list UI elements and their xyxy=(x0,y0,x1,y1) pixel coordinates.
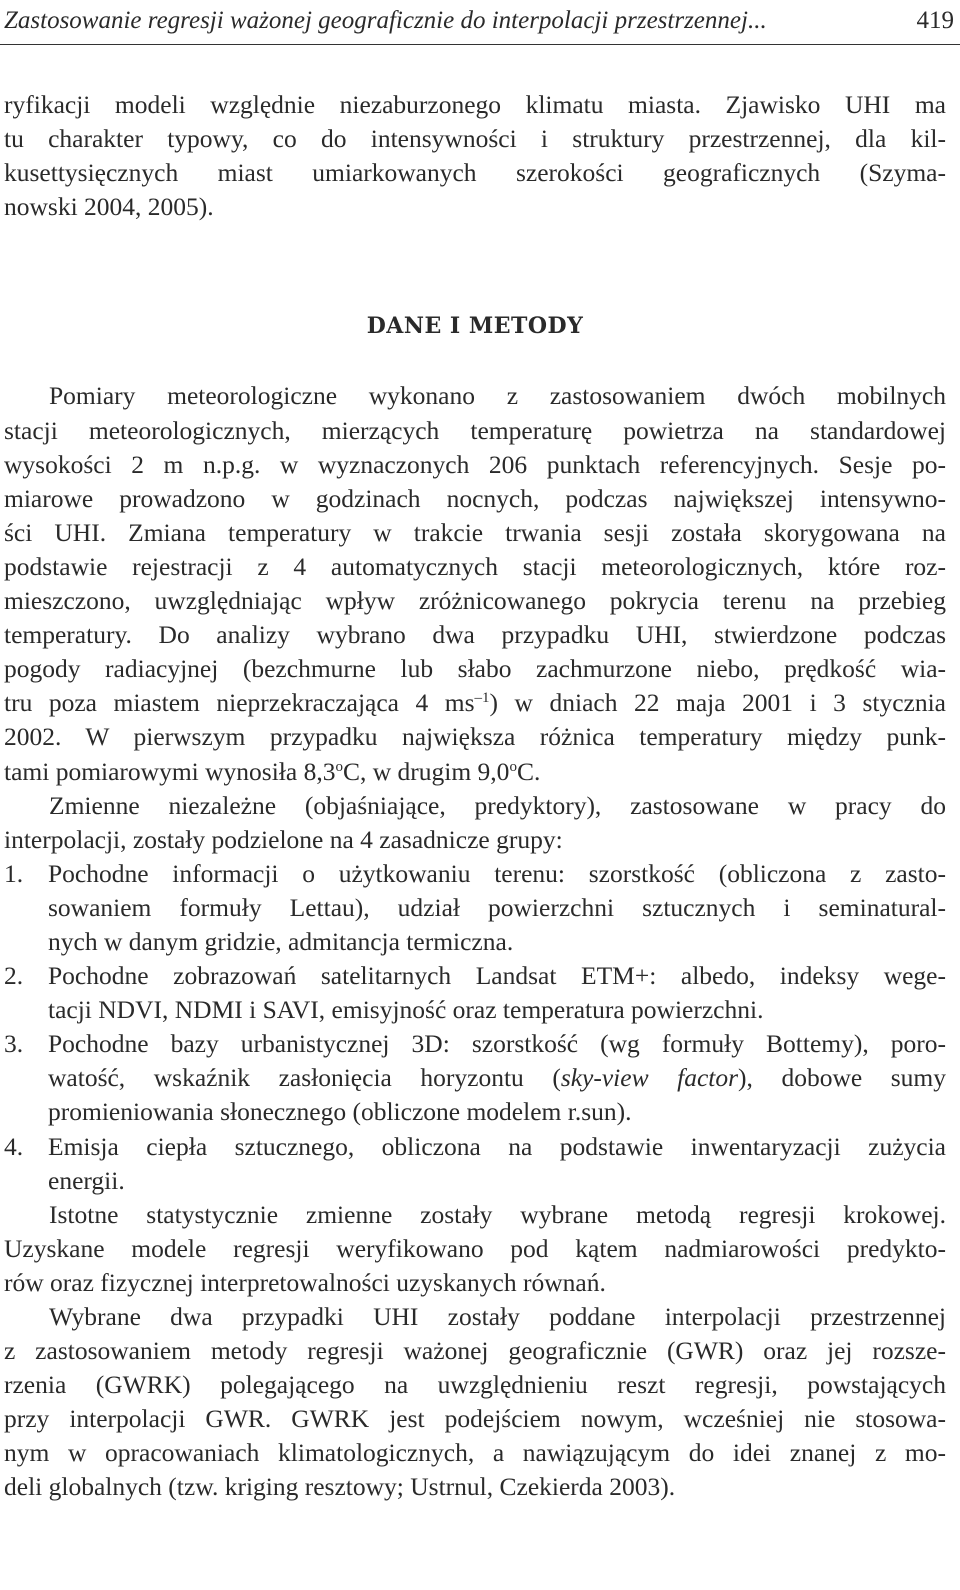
italic-term: sky-view factor xyxy=(560,1063,739,1093)
list-item-line: nych w danym gridzie, admitancja termiczna. xyxy=(48,926,514,956)
exponent: –1 xyxy=(474,690,490,707)
text-line: mieszczono, uwzględniając wpływ zróżnicowanego pokrycia terenu na przebieg xyxy=(4,586,946,616)
text-line: ryfikacji modeli względnie niezaburzonego klimatu miasta. Zjawisko UHI ma xyxy=(4,90,946,119)
text-span: tru poza miastem nieprzekraczająca 4 ms xyxy=(4,688,475,718)
text-line: pogody radiacyjnej (bezchmurne lub słabo zachmurzone niebo, prędkość wia- xyxy=(4,654,946,684)
gwr-paragraph xyxy=(4,1300,946,1505)
text-span: watość, wskaźnik zasłonięcia horyzontu ( xyxy=(48,1063,561,1093)
text-line: nym w opracowaniach klimatologicznych, a nawiązującym do idei znanej z mo- xyxy=(4,1438,946,1468)
text-span: Emisja ciepła sztucznego, obliczona na podstawie inwentaryzacji zużycia xyxy=(48,1131,946,1161)
intro-paragraph xyxy=(4,88,946,224)
text-line: stacji meteorologicznych, mierzących temperaturę powietrza na standardowej xyxy=(4,415,946,445)
text-span: ) w dniach 22 maja 2001 i 3 stycznia xyxy=(489,688,946,718)
list-item xyxy=(4,857,946,959)
text-line: nowski 2004, 2005). xyxy=(4,192,214,222)
text-line: rzenia (GWRK) polegającego na uwzględnieniu reszt regresji, powstających xyxy=(4,1370,946,1400)
text-line: Wybrane dwa przypadki UHI zostały poddane interpolacji przestrzennej xyxy=(49,1302,946,1331)
list-item xyxy=(4,959,946,1027)
predictor-list xyxy=(4,857,946,1198)
running-header xyxy=(4,6,954,36)
text-span: C. xyxy=(516,756,541,786)
text-line: interpolacji, zostały podzielone na 4 zasadnicze grupy: xyxy=(4,824,563,854)
list-item xyxy=(4,1130,946,1198)
list-item-line xyxy=(4,1027,946,1061)
section-heading: DANE I METODY xyxy=(366,313,584,340)
text-line: podstawie rejestracji z 4 automatycznych stacji meteorologicznych, które roz- xyxy=(4,551,946,581)
text-span: Pochodne zobrazowań satelitarnych Landsat ETM+: albedo, indeksy wege- xyxy=(48,961,946,991)
list-item-line: tacji NDVI, NDMI i SAVI, emisyjność oraz temperatura powierzchni. xyxy=(48,995,764,1025)
header-rule xyxy=(0,44,960,45)
text-line: temperatury. Do analizy wybrano dwa przypadku UHI, stwierdzone podczas xyxy=(4,620,946,650)
text-span: Pochodne bazy urbanistycznej 3D: szorstkość (wg formuły Bottemy), poro- xyxy=(48,1029,946,1059)
degree-sign: o xyxy=(509,758,517,775)
list-item-line xyxy=(4,1130,946,1164)
predictors-paragraph xyxy=(4,789,946,857)
text-span: ), dobowe sumy xyxy=(738,1063,946,1093)
text-line: tu charakter typowy, co do intensywności i struktury przestrzennej, dla kil- xyxy=(4,124,946,154)
text-span: C, w drugim 9,0 xyxy=(342,756,510,786)
temperature-line xyxy=(4,755,946,789)
list-item-line: energii. xyxy=(48,1165,125,1195)
text-line: miarowe prowadzono w godzinach nocnych, podczas największej intensywno- xyxy=(4,483,946,513)
text-line: z zastosowaniem metody regresji ważonej geograficznie (GWR) oraz jej rozsze- xyxy=(4,1336,946,1366)
text-line: 2002. W pierwszym przypadku największa różnica temperatury między punk- xyxy=(4,722,946,752)
list-item-number: 4. xyxy=(4,1131,24,1161)
list-item-line xyxy=(4,857,946,891)
list-item-number: 2. xyxy=(4,961,24,991)
regression-paragraph xyxy=(4,1198,946,1300)
list-item-line: promieniowania słonecznego (obliczone modelem r.sun). xyxy=(48,1097,632,1127)
text-line: Istotne statystycznie zmienne zostały wybrane metodą regresji krokowej. xyxy=(49,1199,946,1229)
list-item-line xyxy=(4,1061,946,1095)
list-item-number: 1. xyxy=(4,858,24,888)
text-line: wysokości 2 m n.p.g. w wyznaczonych 206 punktach referencyjnych. Sesje po- xyxy=(4,449,946,479)
page-number: 419 xyxy=(916,7,954,34)
text-line: Pomiary meteorologiczne wykonano z zastosowaniem dwóch mobilnych xyxy=(49,381,946,411)
text-line: Zmienne niezależne (objaśniające, predyktory), zastosowane w pracy do xyxy=(49,790,946,820)
text-line: kusettysięcznych miast umiarkowanych szerokości geograficznych (Szyma- xyxy=(4,158,946,188)
text-line: przy interpolacji GWR. GWRK jest podejściem nowym, wcześniej nie stosowa- xyxy=(4,1404,946,1434)
text-span: Pochodne informacji o użytkowaniu terenu: szorstkość (obliczona z zasto- xyxy=(48,858,946,888)
text-span: tami pomiarowymi wynosiła 8,3 xyxy=(4,756,336,786)
wind-speed-line xyxy=(4,686,946,720)
methods-paragraph xyxy=(4,379,946,788)
article-body xyxy=(4,88,946,1505)
degree-sign: o xyxy=(335,758,343,775)
list-item-line xyxy=(4,959,946,993)
text-line: rów oraz fizycznej interpretowalności uzyskanych równań. xyxy=(4,1267,606,1297)
text-line: ści UHI. Zmiana temperatury w trakcie trwania sesji została skorygowana na xyxy=(4,517,946,547)
list-item xyxy=(4,1027,946,1129)
running-title: Zastosowanie regresji ważonej geograficznie do interpolacji przestrzennej... xyxy=(4,7,767,34)
list-item-line: sowaniem formuły Lettau), udział powierzchni sztucznych i seminatural- xyxy=(48,892,946,922)
text-line: Uzyskane modele regresji weryfikowano pod kątem nadmiarowości predykto- xyxy=(4,1233,946,1263)
list-item-number: 3. xyxy=(4,1029,24,1059)
text-line: deli globalnych (tzw. kriging resztowy; Ustrnul, Czekierda 2003). xyxy=(4,1472,676,1502)
